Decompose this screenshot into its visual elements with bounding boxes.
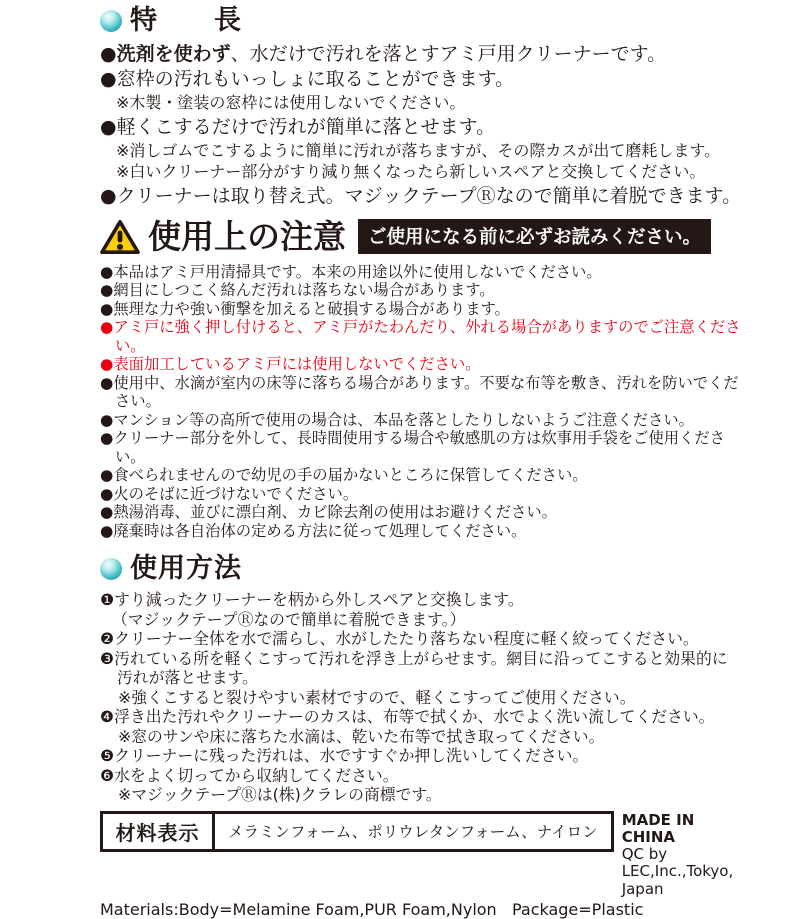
- list-item: [100, 374, 742, 411]
- list-item: [112, 610, 742, 630]
- line-text: 軽くこするだけで汚れが簡単に落とせます。: [116, 115, 496, 138]
- list-item: [100, 466, 742, 485]
- usage-title: 使用方法: [130, 553, 242, 585]
- list-item: [100, 318, 742, 355]
- list-item: [100, 629, 742, 649]
- line-text: 白いクリーナー部分がすり減り無くなったら新しいスペアと交換してください。: [129, 162, 706, 182]
- bullet-icon: ●: [100, 68, 117, 91]
- line-text: クリーナー部分を外して、長時間使用する場合や敏感肌の方は炊事用手袋をご使用ください。: [113, 429, 725, 466]
- bullet-icon: ※: [118, 726, 132, 746]
- materials-value: メラミンフォーム、ポリウレタンフォーム、ナイロン: [228, 823, 598, 842]
- list-item: [116, 93, 742, 114]
- line-text: 強くこすると裂けやすい素材ですので、軽くこすってご使用ください。: [131, 687, 636, 707]
- bullet-icon: ※: [118, 687, 132, 707]
- made-in-text: MADE IN CHINA: [621, 810, 695, 846]
- list-item: [100, 184, 742, 209]
- line-text: マンション等の高所で使用の場合は、本品を落としたりしないようご注意ください。: [113, 410, 694, 429]
- list-item: [100, 115, 742, 140]
- line-text: 木製・塗装の窓枠には使用しないでください。: [129, 93, 466, 113]
- list-item: [100, 355, 742, 374]
- list-item: [100, 67, 742, 92]
- line-text: アミ戸に強く押し付けると、アミ戸がたわんだり、外れる場合がありますのでご注意ください。: [113, 318, 741, 355]
- line-text: 窓のサンや床に落ちた水滴は、乾いた布等で拭き取ってください。: [131, 726, 605, 746]
- line-text: 消しゴムでこするように簡単に汚れが落ちますが、その際カスが出て磨耗します。: [129, 140, 721, 160]
- bullet-icon: ●: [100, 299, 114, 318]
- caution-badge: ご使用になる前に必ずお読みください。: [358, 219, 711, 254]
- list-item: [100, 263, 742, 282]
- list-item: [116, 141, 742, 162]
- bullet-icon: ●: [100, 115, 117, 138]
- caution-header: [100, 216, 742, 256]
- list-item: [118, 688, 742, 708]
- list-item: [100, 429, 742, 466]
- bullet-icon: ※: [116, 93, 130, 113]
- list-item: [100, 503, 742, 522]
- line-text: マジックテープⓇは(株)クラレの商標です。: [131, 785, 442, 805]
- usage-header: [100, 554, 742, 584]
- line-text: 、水だけで汚れを落とすアミ戸用クリーナーです。: [230, 42, 667, 65]
- origin-block: [622, 811, 742, 898]
- line-text: 浮き出た汚れやクリーナーのカスは、布等で拭くか、水でよく洗い流してください。: [114, 707, 715, 727]
- bullet-icon: ●: [100, 466, 114, 485]
- line-text: クリーナー全体を水で濡らし、水がしたたり落ちない程度に軽く絞ってください。: [114, 629, 699, 649]
- list-item: [100, 649, 742, 688]
- caution-title: 使用上の注意: [148, 216, 346, 256]
- bullet-icon: ●: [100, 429, 114, 448]
- qc-text: QC by LEC,Inc.,Tokyo, Japan: [621, 845, 734, 898]
- bullet-icon: ※: [116, 140, 130, 160]
- line-text: すり減ったクリーナーを柄から外しスペアと交換します。: [114, 590, 524, 610]
- bullet-icon: ●: [100, 355, 114, 374]
- list-item: [100, 746, 742, 766]
- list-item: [100, 300, 742, 319]
- materials-section: [100, 811, 742, 919]
- list-item: [100, 766, 742, 786]
- line-text: 網目にしつこく絡んだ汚れは落ちない場合があります。: [113, 281, 495, 300]
- bold-lead-text: 洗剤を使わず: [116, 42, 231, 65]
- list-item: [118, 727, 742, 747]
- list-item: [100, 590, 742, 610]
- materials-label: 材料表示: [103, 814, 215, 849]
- bullet-icon: ●: [100, 185, 117, 208]
- list-item: [118, 785, 742, 805]
- bullet-icon: ❷: [100, 629, 115, 649]
- caution-list: [100, 263, 742, 541]
- features-title: 特 長: [130, 5, 242, 36]
- bullet-icon: ●: [100, 281, 114, 300]
- bullet-icon: ●: [100, 484, 114, 503]
- bullet-icon: ※: [118, 785, 132, 805]
- bullet-icon: ●: [100, 521, 114, 540]
- bullet-icon: ❻: [100, 765, 115, 785]
- bullet-icon: ❸: [100, 648, 115, 668]
- bullet-icon: ●: [100, 373, 114, 392]
- line-text: 熱湯消毒、並びに漂白剤、カビ除去剤の使用はお避けください。: [113, 503, 557, 522]
- features-section: [100, 6, 742, 209]
- line-text: 無理な力や強い衝撃を加えると破損する場合があります。: [113, 299, 510, 318]
- line-text: （マジックテープⓇなので簡単に着脱できます。）: [112, 609, 466, 629]
- bullet-icon: ❹: [100, 707, 115, 727]
- bullet-icon: ※: [116, 162, 130, 182]
- usage-steps-list: [100, 590, 742, 805]
- list-item: [100, 42, 742, 67]
- list-item: [100, 281, 742, 300]
- line-text: 廃棄時は各自治体の定める方法に従って処理してください。: [113, 521, 527, 540]
- line-text: 火のそばに近づけないでください。: [113, 484, 359, 503]
- bullet-icon: ●: [100, 318, 114, 337]
- bullet-icon: ●: [100, 262, 114, 281]
- features-header: [100, 6, 742, 36]
- line-text: 表面加工しているアミ戸には使用しないでください。: [113, 355, 481, 374]
- sphere-bullet-icon: [100, 10, 122, 32]
- line-text: 水をよく切ってから収納してください。: [114, 765, 399, 785]
- line-text: クリーナーは取り替え式。マジックテープⓇなので簡単に着脱できます。: [116, 185, 742, 208]
- line-text: 食べられませんので幼児の手の届かないところに保管してください。: [113, 466, 588, 485]
- materials-row: [100, 811, 742, 898]
- bullet-icon: ●: [100, 410, 114, 429]
- bullet-icon: ❺: [100, 746, 115, 766]
- sphere-bullet-icon: [100, 558, 122, 580]
- line-text: 本品はアミ戸用清掃具です。本来の用途以外に使用しないでください。: [113, 262, 602, 281]
- list-item: [116, 162, 742, 183]
- line-text: クリーナーに残った汚れは、水ですすぐか押し洗いしてください。: [114, 746, 589, 766]
- materials-english: Materials:Body=Melamine Foam,PUR Foam,Nylon Package=Plastic: [100, 899, 644, 919]
- bullet-icon: ❶: [100, 590, 115, 610]
- list-item: [100, 522, 742, 541]
- list-item: [100, 707, 742, 727]
- bullet-icon: ●: [100, 42, 117, 65]
- line-text: 窓枠の汚れもいっしょに取ることができます。: [116, 68, 515, 91]
- list-item: [100, 411, 742, 430]
- line-text: 使用中、水滴が室内の床等に落ちる場合があります。不要な布等を敷き、汚れを防いでください。: [113, 373, 739, 411]
- materials-table: [100, 811, 614, 852]
- caution-section: [100, 216, 742, 541]
- features-list: [100, 42, 742, 209]
- line-text: 汚れている所を軽くこすって汚れを浮き上がらせます。網目に沿ってこすると効果的に汚れが落とせます。: [114, 648, 728, 688]
- list-item: [100, 485, 742, 504]
- warning-triangle-icon: [100, 219, 140, 255]
- usage-section: [100, 554, 742, 804]
- bullet-icon: ●: [100, 503, 114, 522]
